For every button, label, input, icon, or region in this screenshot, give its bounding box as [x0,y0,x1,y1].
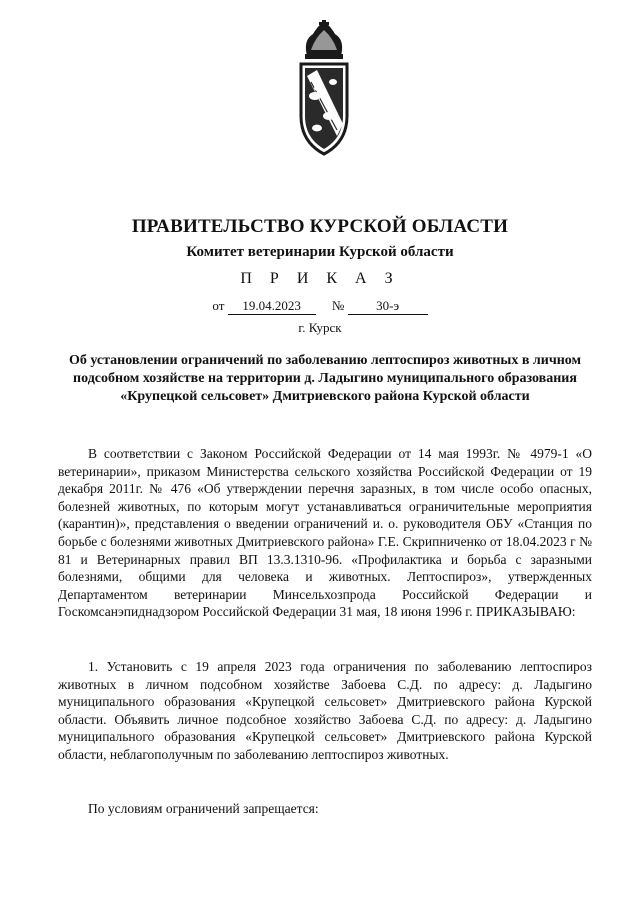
shield-icon [301,64,347,154]
paragraph-restrictions: По условиям ограничений запрещается: [88,801,319,816]
order-title: Об установлении ограничений по заболеванию лептоспироз животных в личном подсобном хозяйстве на территории д. Ладыгино муниципального образования «Крупецкой сельсовет» Дмитриевского района Курской области [68,353,582,404]
city: г. Курск [298,320,342,335]
paragraph-preamble: В соответствии с Законом Российской Федерации от 14 мая 1993г. № 4979-1 «О ветеринарии», приказом Министерства сельского хозяйства Российской Федерации от 19 декабря 2011г. № 476 «Об утверждении перечня заразных, в том числе особо опасных, болезней животных, по которым могут устанавливаться ограничительные мероприятия (карантин)», представления о введении ограничений и. о. руководителя ОБУ «Станция по борьбе с болезнями животных Дмитриевского района» Г.Е. Скрипниченко от 18.04.2023 г № 81 и Ветеринарных правил ВП 13.3.1310-96. «Профилактика и борьба с заразными болезнями, общими для человека и животных. Лептоспироз», утвержденных Департаментом ветеринарии Минсельхозпрода Российской Федерации и Госкомсанэпиднадзором Российской Федерации 31 мая, 18 июня 1996 г. ПРИКАЗЫВАЮ: [58,446,592,620]
order-date: 19.04.2023 [228,298,316,315]
date-prefix: от [212,298,225,313]
paragraph-item-1: 1. Установить с 19 апреля 2023 года ограничения по заболеванию лептоспироз животных в личном подсобном хозяйстве Забоева С.Д. по адресу: д. Ладыгино муниципального образования «Крупецкой сельсовет» Дмитриевского района Курской области. Объявить личное подсобное хозяйство Забоева С.Д. по адресу: д. Ладыгино муниципального образования «Крупецкой сельсовет» Дмитриевского района Курской области, неблагополучным по заболеванию лептоспироз животных. [58,659,592,762]
committee-name: Комитет ветеринарии Курской области [186,244,454,260]
document-type: П Р И К А З [240,270,400,287]
government-name: ПРАВИТЕЛЬСТВО КУРСКОЙ ОБЛАСТИ [131,216,509,237]
coat-of-arms-emblem [293,20,355,160]
crown-icon [305,20,343,59]
order-number: 30-э [348,298,428,315]
number-sign: № [331,298,345,313]
order-number-line [0,298,640,315]
